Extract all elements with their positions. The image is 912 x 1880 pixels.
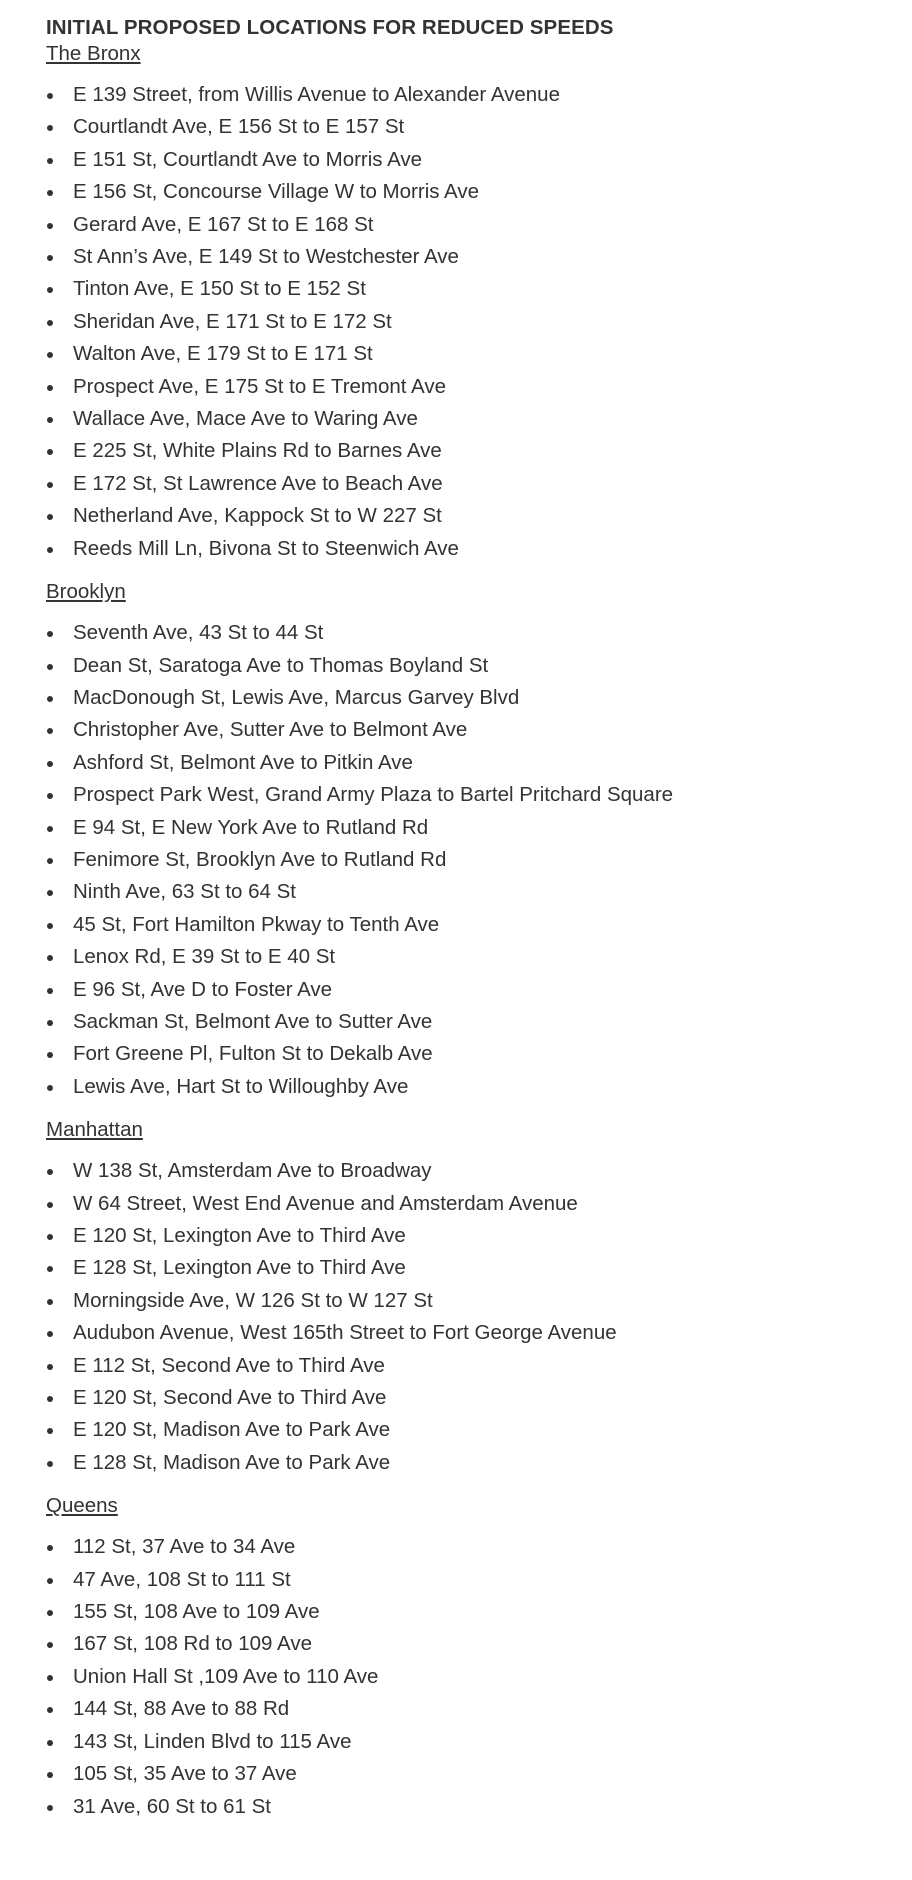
- borough-section: [46, 1493, 912, 1823]
- location-list-item: Morningside Ave, W 126 St to W 127 St: [46, 1285, 912, 1317]
- location-list-item: E 139 Street, from Willis Avenue to Alexander Avenue: [46, 79, 912, 111]
- location-list-item: E 156 St, Concourse Village W to Morris Ave: [46, 176, 912, 208]
- location-list-item: E 112 St, Second Ave to Third Ave: [46, 1350, 912, 1382]
- location-list-item: E 94 St, E New York Ave to Rutland Rd: [46, 812, 912, 844]
- location-list: [46, 79, 912, 565]
- location-list-item: Seventh Ave, 43 St to 44 St: [46, 617, 912, 649]
- location-list-item: Fenimore St, Brooklyn Ave to Rutland Rd: [46, 844, 912, 876]
- location-list-item: E 96 St, Ave D to Foster Ave: [46, 974, 912, 1006]
- location-list-item: 155 St, 108 Ave to 109 Ave: [46, 1596, 912, 1628]
- location-list-item: E 128 St, Madison Ave to Park Ave: [46, 1447, 912, 1479]
- location-list: [46, 1531, 912, 1823]
- location-list-item: Lenox Rd, E 39 St to E 40 St: [46, 941, 912, 973]
- location-list-item: Netherland Ave, Kappock St to W 227 St: [46, 500, 912, 532]
- borough-heading: Queens: [46, 1494, 118, 1518]
- borough-section: [46, 1117, 912, 1479]
- location-list: [46, 617, 912, 1103]
- location-list-item: E 128 St, Lexington Ave to Third Ave: [46, 1252, 912, 1284]
- location-list-item: Tinton Ave, E 150 St to E 152 St: [46, 273, 912, 305]
- location-list-item: Prospect Ave, E 175 St to E Tremont Ave: [46, 371, 912, 403]
- location-list-item: 112 St, 37 Ave to 34 Ave: [46, 1531, 912, 1563]
- location-list-item: Wallace Ave, Mace Ave to Waring Ave: [46, 403, 912, 435]
- location-list-item: Prospect Park West, Grand Army Plaza to Bartel Pritchard Square: [46, 779, 912, 811]
- borough-section: [46, 579, 912, 1103]
- location-list-item: 144 St, 88 Ave to 88 Rd: [46, 1693, 912, 1725]
- borough-sections: [46, 41, 912, 1823]
- page-title: INITIAL PROPOSED LOCATIONS FOR REDUCED SPEEDS: [46, 16, 614, 39]
- location-list-item: 31 Ave, 60 St to 61 St: [46, 1791, 912, 1823]
- location-list-item: Sackman St, Belmont Ave to Sutter Ave: [46, 1006, 912, 1038]
- location-list-item: Dean St, Saratoga Ave to Thomas Boyland St: [46, 650, 912, 682]
- location-list-item: Reeds Mill Ln, Bivona St to Steenwich Ave: [46, 533, 912, 565]
- location-list-item: E 172 St, St Lawrence Ave to Beach Ave: [46, 468, 912, 500]
- location-list-item: 47 Ave, 108 St to 111 St: [46, 1564, 912, 1596]
- location-list-item: Ninth Ave, 63 St to 64 St: [46, 876, 912, 908]
- location-list-item: E 225 St, White Plains Rd to Barnes Ave: [46, 435, 912, 467]
- borough-heading: Manhattan: [46, 1118, 143, 1142]
- location-list-item: Audubon Avenue, West 165th Street to Fort George Avenue: [46, 1317, 912, 1349]
- location-list-item: E 151 St, Courtlandt Ave to Morris Ave: [46, 144, 912, 176]
- borough-heading: The Bronx: [46, 42, 141, 65]
- location-list-item: Sheridan Ave, E 171 St to E 172 St: [46, 306, 912, 338]
- location-list-item: E 120 St, Lexington Ave to Third Ave: [46, 1220, 912, 1252]
- borough-section: [46, 41, 912, 565]
- location-list-item: W 64 Street, West End Avenue and Amsterdam Avenue: [46, 1188, 912, 1220]
- location-list-item: Ashford St, Belmont Ave to Pitkin Ave: [46, 747, 912, 779]
- location-list-item: 167 St, 108 Rd to 109 Ave: [46, 1628, 912, 1660]
- location-list-item: W 138 St, Amsterdam Ave to Broadway: [46, 1155, 912, 1187]
- location-list-item: St Ann’s Ave, E 149 St to Westchester Ave: [46, 241, 912, 273]
- location-list-item: MacDonough St, Lewis Ave, Marcus Garvey Blvd: [46, 682, 912, 714]
- location-list-item: E 120 St, Second Ave to Third Ave: [46, 1382, 912, 1414]
- location-list-item: Lewis Ave, Hart St to Willoughby Ave: [46, 1071, 912, 1103]
- location-list-item: 105 St, 35 Ave to 37 Ave: [46, 1758, 912, 1790]
- location-list-item: Fort Greene Pl, Fulton St to Dekalb Ave: [46, 1038, 912, 1070]
- location-list: [46, 1155, 912, 1479]
- location-list-item: 45 St, Fort Hamilton Pkway to Tenth Ave: [46, 909, 912, 941]
- borough-heading: Brooklyn: [46, 580, 126, 604]
- location-list-item: E 120 St, Madison Ave to Park Ave: [46, 1414, 912, 1446]
- location-list-item: 143 St, Linden Blvd to 115 Ave: [46, 1726, 912, 1758]
- location-list-item: Christopher Ave, Sutter Ave to Belmont Ave: [46, 714, 912, 746]
- location-list-item: Courtlandt Ave, E 156 St to E 157 St: [46, 111, 912, 143]
- location-list-item: Walton Ave, E 179 St to E 171 St: [46, 338, 912, 370]
- location-list-item: Gerard Ave, E 167 St to E 168 St: [46, 209, 912, 241]
- location-list-item: Union Hall St ,109 Ave to 110 Ave: [46, 1661, 912, 1693]
